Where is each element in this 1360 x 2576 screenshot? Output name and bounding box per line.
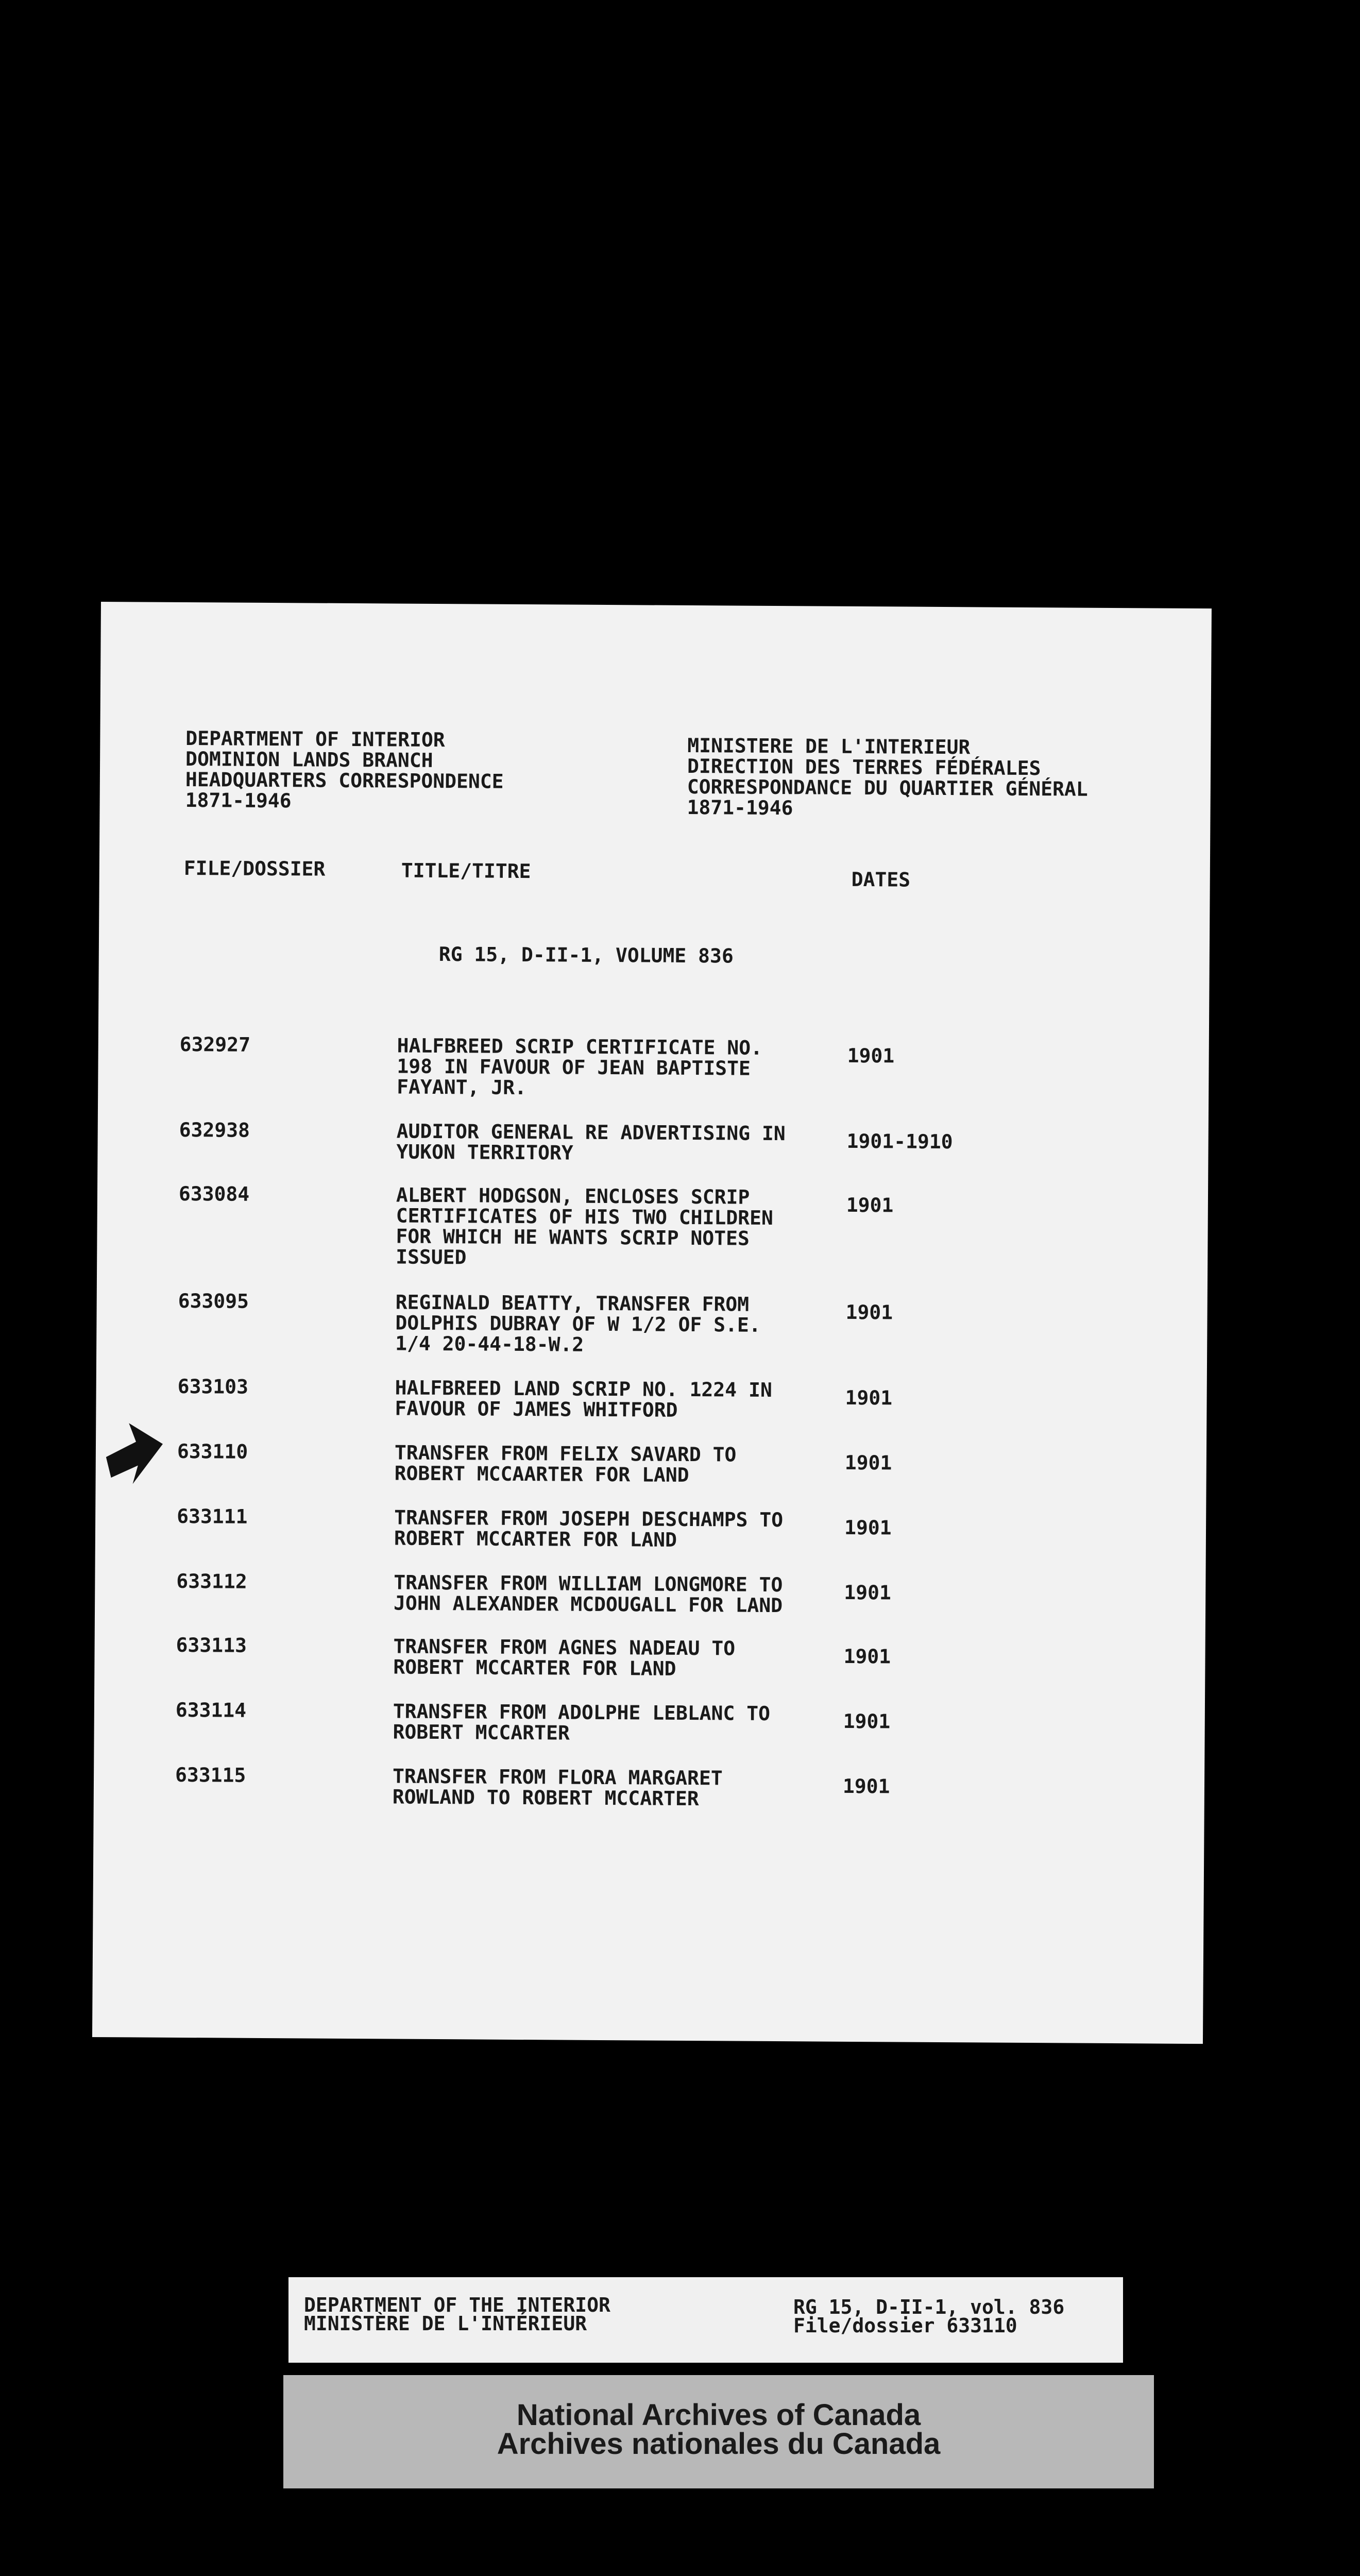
volume-reference: RG 15, D-II-1, VOLUME 836	[438, 943, 734, 968]
arrow-pointer-icon	[106, 1417, 163, 1484]
list-item	[98, 1118, 1209, 1164]
entry-title: TRANSFER FROM WILLIAM LONGMORE TO JOHN ALEXANDER MCDOUGALL FOR LAND	[394, 1571, 783, 1617]
entry-file-number: 633095	[178, 1289, 249, 1313]
list-item	[94, 1698, 1205, 1744]
entry-date: 1901	[842, 1774, 890, 1798]
entry-file-number: 633113	[176, 1633, 247, 1657]
entry-title: REGINALD BEATTY, TRANSFER FROM DOLPHIS DUBRAY OF W 1/2 OF S.E. 1/4 20-44-18-W.2	[395, 1291, 761, 1356]
entry-date: 1901-1910	[846, 1129, 953, 1154]
archive-stamp	[283, 2375, 1154, 2488]
column-header-dates: DATES	[851, 868, 911, 891]
entry-file-number: 633111	[177, 1504, 248, 1528]
entry-file-number: 633084	[178, 1182, 250, 1206]
column-header-title: TITLE/TITRE	[401, 859, 531, 883]
entry-file-number: 633114	[175, 1698, 247, 1722]
entry-title: TRANSFER FROM JOSEPH DESCHAMPS TO ROBERT MCCARTER FOR LAND	[394, 1506, 784, 1551]
label-file-reference: RG 15, D-II-1, vol. 836 File/dossier 633110	[793, 2296, 1065, 2337]
entry-title: TRANSFER FROM ADOLPHE LEBLANC TO ROBERT MCCARTER	[393, 1700, 771, 1744]
header-french: MINISTERE DE L'INTERIEUR DIRECTION DES TERRES FÉDÉRALES CORRESPONDANCE DU QUARTIER GÉNÉRAL 1871-1946	[687, 734, 1088, 820]
document-page	[92, 602, 1212, 2044]
entry-date: 1901	[845, 1300, 893, 1324]
entry-title: AUDITOR GENERAL RE ADVERTISING IN YUKON TERRITORY	[396, 1120, 786, 1164]
archive-name-english: National Archives of Canada	[516, 2398, 921, 2432]
entry-date: 1901	[844, 1581, 891, 1604]
entry-file-number: 633110	[177, 1439, 248, 1463]
list-item	[96, 1375, 1207, 1421]
list-item	[94, 1763, 1204, 1810]
entry-title: TRANSFER FROM FELIX SAVARD TO ROBERT MCCAARTER FOR LAND	[394, 1441, 737, 1487]
list-item	[95, 1504, 1206, 1551]
entry-title: HALFBREED LAND SCRIP NO. 1224 IN FAVOUR OF JAMES WHITFORD	[395, 1376, 772, 1421]
list-item	[95, 1569, 1206, 1617]
entry-date: 1901	[843, 1709, 891, 1733]
entry-date: 1901	[844, 1516, 892, 1539]
reference-label	[288, 2277, 1123, 2363]
list-item	[95, 1633, 1205, 1680]
entry-title: HALFBREED SCRIP CERTIFICATE NO. 198 IN FAVOUR OF JEAN BAPTISTE FAYANT, JR.	[397, 1034, 763, 1099]
entry-date: 1901	[845, 1386, 893, 1410]
entry-file-number: 632927	[179, 1032, 251, 1056]
entry-file-number: 632938	[179, 1118, 250, 1142]
entry-date: 1901	[843, 1645, 891, 1668]
label-department: DEPARTMENT OF THE INTERIOR MINISTÈRE DE L'INTÉRIEUR	[304, 2294, 610, 2335]
list-item	[98, 1032, 1209, 1099]
entry-date: 1901	[846, 1193, 894, 1217]
entry-date: 1901	[847, 1044, 895, 1067]
archive-name-french: Archives nationales du Canada	[497, 2427, 941, 2461]
list-item	[97, 1289, 1208, 1356]
entry-file-number: 633115	[175, 1763, 246, 1787]
list-item	[97, 1182, 1208, 1269]
entry-title: TRANSFER FROM AGNES NADEAU TO ROBERT MCCARTER FOR LAND	[393, 1635, 736, 1680]
entry-date: 1901	[844, 1451, 892, 1475]
header-english: DEPARTMENT OF INTERIOR DOMINION LANDS BRANCH HEADQUARTERS CORRESPONDENCE 1871-1946	[185, 727, 504, 812]
entry-file-number: 633103	[177, 1375, 249, 1398]
column-header-file: FILE/DOSSIER	[183, 856, 326, 880]
list-item	[96, 1439, 1206, 1487]
entry-title: TRANSFER FROM FLORA MARGARET ROWLAND TO ROBERT MCCARTER	[392, 1765, 723, 1810]
entry-file-number: 633112	[176, 1569, 247, 1593]
entry-title: ALBERT HODGSON, ENCLOSES SCRIP CERTIFICATES OF HIS TWO CHILDREN FOR WHICH HE WANTS SCRIP NOTES ISSUED	[396, 1183, 773, 1269]
